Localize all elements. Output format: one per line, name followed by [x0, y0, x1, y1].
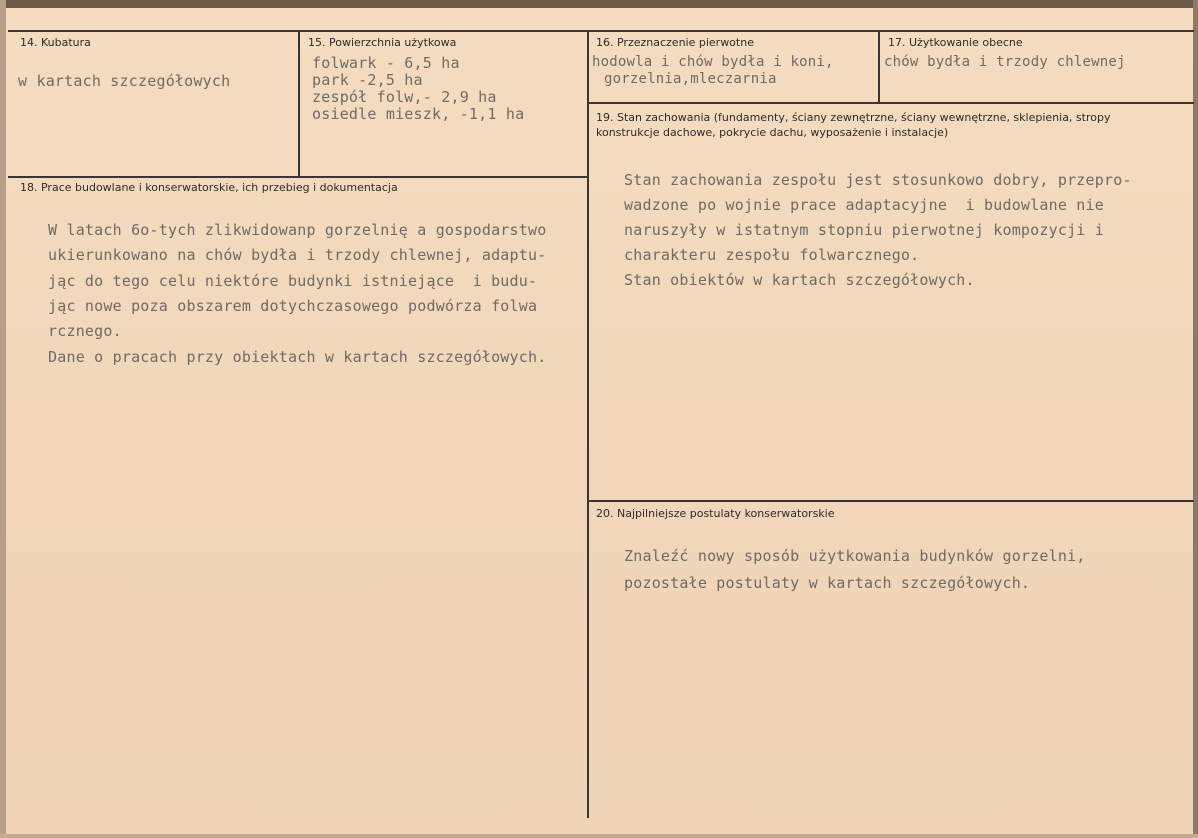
card-right-edge [1193, 0, 1198, 838]
card-top-edge [0, 0, 1198, 8]
field-20-line: pozostałe postulaty w kartach szczegółowych. [624, 574, 1031, 592]
divider-col-center [587, 30, 589, 818]
field-14-label: 14. Kubatura [20, 36, 91, 49]
field-18-line: Dane o pracach przy obiektach w kartach szczegółowych. [48, 348, 547, 366]
field-19-line: naruszyły w istatnym stopniu pierwotnej kompozycji i [624, 221, 1104, 239]
card-left-edge [0, 0, 6, 838]
field-19-label: 19. Stan zachowania (fundamenty, ściany zewnętrzne, ściany wewnętrzne, sklepienia, stropy konstrukcje dachowe, pokrycie dachu, wyposażenie i instalacje) [596, 111, 1111, 139]
field-16-line: hodowla i chów bydła i koni, [592, 54, 834, 70]
divider-col-a [298, 30, 300, 176]
field-15-line: folwark - 6,5 ha [312, 54, 460, 72]
divider-row2 [8, 176, 588, 178]
card-bottom-edge [0, 834, 1198, 838]
field-18-line: W latach 6o-tych zlikwidowanp gorzelnię a gospodarstwo [48, 221, 547, 239]
field-16-line: gorzelnia,mleczarnia [604, 71, 777, 87]
field-20-label: 20. Najpilniejsze postulaty konserwatorskie [596, 507, 835, 520]
field-16-label: 16. Przeznaczenie pierwotne [596, 36, 754, 49]
divider-f19-top [588, 102, 1194, 104]
field-18-line: jąc nowe poza obszarem dotychczasowego podwórza folwa [48, 297, 538, 315]
field-19-line: Stan zachowania zespołu jest stosunkowo dobry, przepro- [624, 171, 1132, 189]
field-17-label: 17. Użytkowanie obecne [888, 36, 1023, 49]
field-15-line: osiedle mieszk, -1,1 ha [312, 105, 525, 123]
field-15-label: 15. Powierzchnia użytkowa [308, 36, 457, 49]
divider-col-b [878, 30, 880, 102]
field-19-line: wadzone po wojnie prace adaptacyjne i budowlane nie [624, 196, 1104, 214]
field-15-line: park -2,5 ha [312, 71, 423, 89]
divider-f20-top [588, 500, 1194, 502]
field-20-line: Znaleźć nowy sposób użytkowania budynków gorzelni, [624, 547, 1086, 565]
field-17-value: chów bydła i trzody chlewnej [884, 54, 1126, 70]
field-19-line: charakteru zespołu folwarcznego. [624, 246, 920, 264]
field-18-line: ukierunkowano na chów bydła i trzody chlewnej, adaptu- [48, 246, 547, 264]
divider-top [8, 30, 1194, 32]
field-18-line: jąc do tego celu niektóre budynki istniejące i budu- [48, 272, 538, 290]
field-18-label: 18. Prace budowlane i konserwatorskie, ich przebieg i dokumentacja [20, 181, 398, 194]
field-19-line: Stan obiektów w kartach szczegółowych. [624, 271, 975, 289]
field-18-line: rcznego. [48, 322, 122, 340]
field-14-value: w kartach szczegółowych [18, 72, 231, 90]
field-15-line: zespół folw,- 2,9 ha [312, 88, 497, 106]
